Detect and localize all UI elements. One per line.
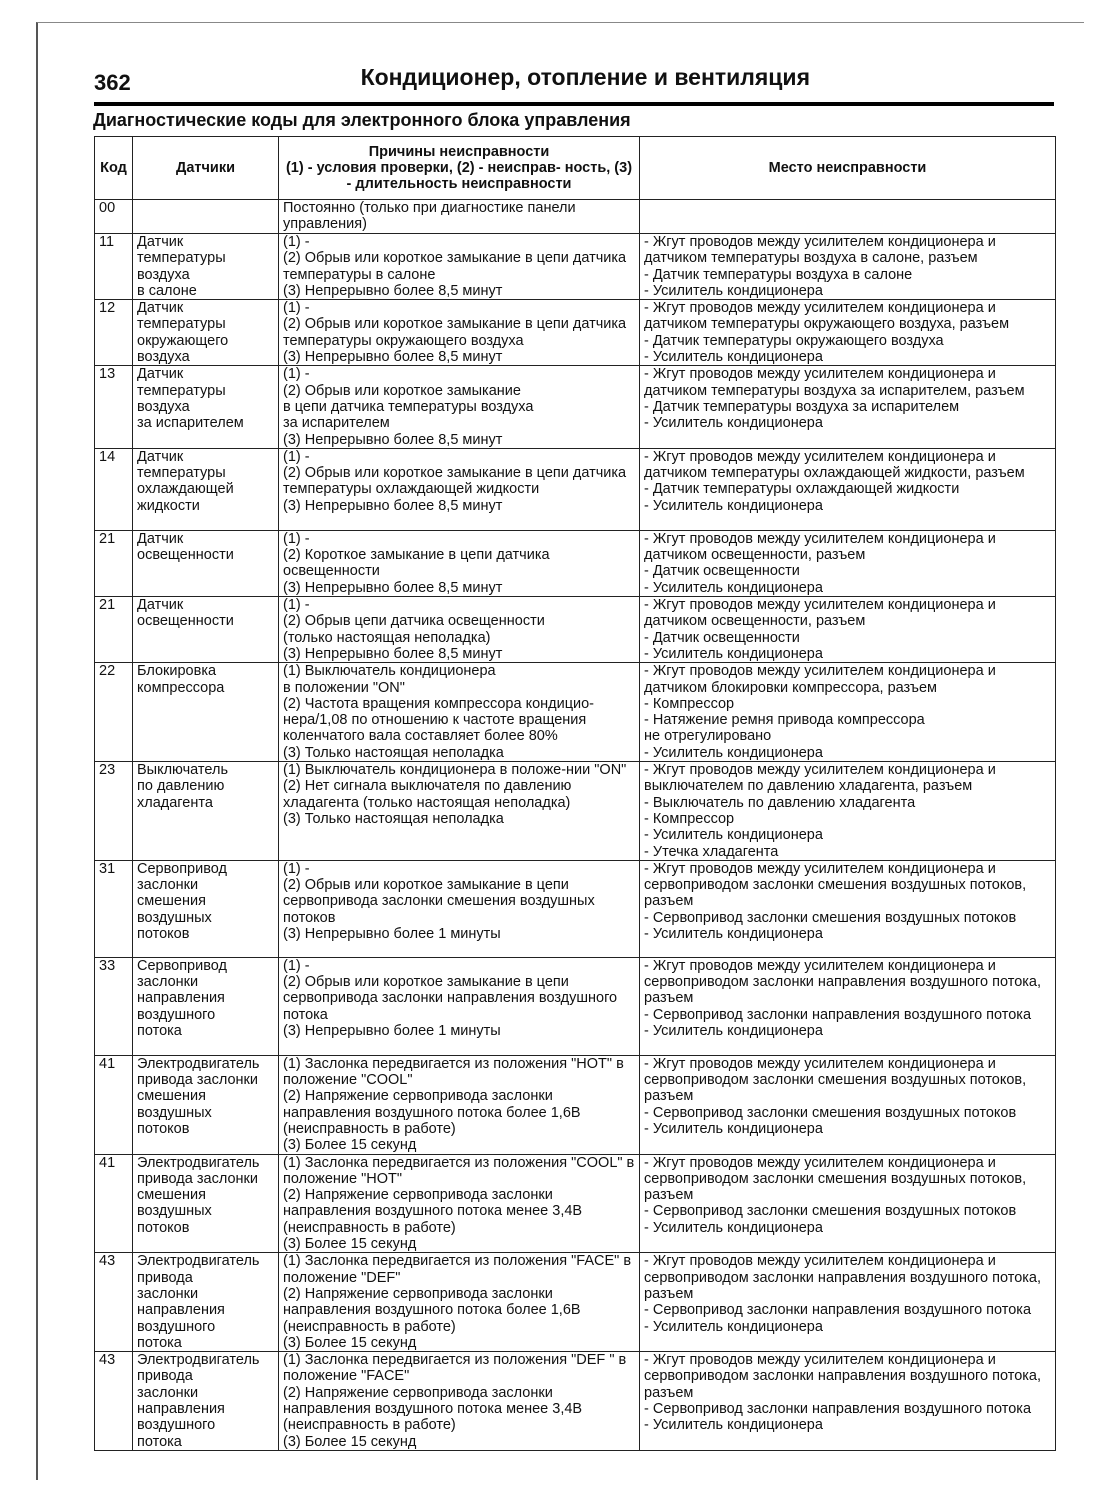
row-sensor: Выключатель по давлению хладагента [133, 762, 279, 861]
row-location: - Жгут проводов между усилителем кондиционера и сервоприводом заслонки смешения воздушных потоков, разъем - Сервопривод заслонки смешения воздушных потоков - Усилитель кондиционера [640, 860, 1056, 957]
table-row [95, 1154, 1056, 1253]
row-location: - Жгут проводов между усилителем кондиционера и сервоприводом заслонки направления воздушного потока, разъем - Сервопривод заслонки направления воздушного потока - Усилитель кондиционера [640, 1253, 1056, 1352]
page-header [94, 62, 1054, 106]
table-row [95, 860, 1056, 957]
header-code: Код [95, 137, 133, 200]
row-sensor: Сервопривод заслонки смешения воздушных потоков [133, 860, 279, 957]
row-code: 00 [95, 200, 133, 234]
table-row [95, 597, 1056, 663]
table-header-row [95, 137, 1056, 200]
row-sensor: Датчик температуры окружающего воздуха [133, 300, 279, 366]
row-cause: (1) - (2) Обрыв или короткое замыкание в цепи датчика температуры окружающего воздуха (3) Непрерывно более 8,5 минут [279, 300, 640, 366]
row-code: 22 [95, 663, 133, 762]
row-cause: (1) Выключатель кондиционера в положении "ON" (2) Частота вращения компрессора кондицио-нера/1,08 по отношению к частоте вращения коленчатого вала составляет более 80% (3) Только настоящая неполадка [279, 663, 640, 762]
row-sensor [133, 200, 279, 234]
row-location: - Жгут проводов между усилителем кондиционера и датчиком температуры окружающего воздуха, разъем - Датчик температуры окружающего воздуха - Усилитель кондиционера [640, 300, 1056, 366]
row-code: 13 [95, 366, 133, 448]
row-location: - Жгут проводов между усилителем кондиционера и датчиком температуры охлаждающей жидкости, разъем - Датчик температуры охлаждающей жидкости - Усилитель кондиционера [640, 448, 1056, 530]
row-sensor: Датчик освещенности [133, 597, 279, 663]
row-location: - Жгут проводов между усилителем кондиционера и датчиком освещенности, разъем - Датчик освещенности - Усилитель кондиционера [640, 530, 1056, 596]
table-row [95, 1352, 1056, 1451]
row-cause: Постоянно (только при диагностике панели управления) [279, 200, 640, 234]
row-location: - Жгут проводов между усилителем кондиционера и сервоприводом заслонки смешения воздушных потоков, разъем - Сервопривод заслонки смешения воздушных потоков - Усилитель кондиционера [640, 1154, 1056, 1253]
row-cause: (1) Заслонка передвигается из положения "COOL" в положение "HOT" (2) Напряжение сервопривода заслонки направления воздушного потока менее 3,4В (неисправность в работе) (3) Более 15 секунд [279, 1154, 640, 1253]
section-title: Диагностические коды для электронного блока управления [93, 110, 631, 130]
row-code: 11 [95, 234, 133, 300]
row-cause: (1) - (2) Обрыв цепи датчика освещенности (только настоящая неполадка) (3) Непрерывно более 8,5 минут [279, 597, 640, 663]
row-sensor: Электродвигатель привода заслонки смешения воздушных потоков [133, 1154, 279, 1253]
row-cause: (1) - (2) Обрыв или короткое замыкание в цепи сервопривода заслонки направления воздушного потока (3) Непрерывно более 1 минуты [279, 957, 640, 1055]
row-code: 31 [95, 860, 133, 957]
row-location: - Жгут проводов между усилителем кондиционера и сервоприводом заслонки направления воздушного потока, разъем - Сервопривод заслонки направления воздушного потока - Усилитель кондиционера [640, 957, 1056, 1055]
row-location: - Жгут проводов между усилителем кондиционера и выключателем по давлению хладагента, разъем - Выключатель по давлению хладагента - Компрессор - Усилитель кондиционера - Утечка хладагента [640, 762, 1056, 861]
table-row [95, 957, 1056, 1055]
table-row [95, 366, 1056, 448]
row-cause: (1) Заслонка передвигается из положения "DEF " в положение "FACE" (2) Напряжение сервопривода заслонки направления воздушного потока менее 3,4В (неисправность в работе) (3) Более 15 секунд [279, 1352, 640, 1451]
table-body [95, 200, 1056, 1451]
row-cause: (1) - (2) Обрыв или короткое замыкание в цепи датчика температуры в салоне (3) Непрерывно более 8,5 минут [279, 234, 640, 300]
row-code: 21 [95, 597, 133, 663]
table-row [95, 663, 1056, 762]
header-causes-title: Причины неисправности [368, 143, 550, 160]
row-location: - Жгут проводов между усилителем кондиционера и датчиком освещенности, разъем - Датчик освещенности - Усилитель кондиционера [640, 597, 1056, 663]
table-row [95, 234, 1056, 300]
row-cause: (1) - (2) Обрыв или короткое замыкание в цепи датчика температуры воздуха за испарителем (3) Непрерывно более 8,5 минут [279, 366, 640, 448]
diagnostic-codes-table [94, 136, 1056, 1451]
header-causes-subtitle: (1) - условия проверки, (2) - неисправ- ность, (3) - длительность неисправности [285, 159, 633, 193]
page-number: 362 [94, 70, 131, 95]
row-location: - Жгут проводов между усилителем кондиционера и датчиком температуры воздуха за испарителем, разъем - Датчик температуры воздуха за испарителем - Усилитель кондиционера [640, 366, 1056, 448]
header-sensors: Датчики [133, 137, 279, 200]
table-row [95, 1253, 1056, 1352]
header-location: Место неисправности [640, 137, 1056, 200]
row-location: - Жгут проводов между усилителем кондиционера и сервоприводом заслонки направления воздушного потока, разъем - Сервопривод заслонки направления воздушного потока - Усилитель кондиционера [640, 1352, 1056, 1451]
row-code: 12 [95, 300, 133, 366]
row-code: 23 [95, 762, 133, 861]
row-sensor: Электродвигатель привода заслонки направления воздушного потока [133, 1352, 279, 1451]
row-sensor: Датчик температуры воздуха за испарителем [133, 366, 279, 448]
row-sensor: Датчик температуры воздуха в салоне [133, 234, 279, 300]
row-code: 14 [95, 448, 133, 530]
row-sensor: Датчик температуры охлаждающей жидкости [133, 448, 279, 530]
row-cause: (1) Заслонка передвигается из положения "FACE" в положение "DEF" (2) Напряжение сервопривода заслонки направления воздушного потока более 1,6В (неисправность в работе) (3) Более 15 секунд [279, 1253, 640, 1352]
row-code: 43 [95, 1253, 133, 1352]
row-code: 43 [95, 1352, 133, 1451]
table-row [95, 200, 1056, 234]
page-title: Кондиционер, отопление и вентиляция [360, 64, 810, 90]
table-row [95, 1055, 1056, 1154]
row-location: - Жгут проводов между усилителем кондиционера и датчиком температуры воздуха в салоне, разъем - Датчик температуры воздуха в салоне - Усилитель кондиционера [640, 234, 1056, 300]
row-sensor: Датчик освещенности [133, 530, 279, 596]
row-cause: (1) Заслонка передвигается из положения "HOT" в положение "COOL" (2) Напряжение сервопривода заслонки направления воздушного потока более 1,6В (неисправность в работе) (3) Более 15 секунд [279, 1055, 640, 1154]
table-row [95, 300, 1056, 366]
row-cause: (1) - (2) Короткое замыкание в цепи датчика освещенности (3) Непрерывно более 8,5 минут [279, 530, 640, 596]
row-code: 33 [95, 957, 133, 1055]
row-cause: (1) - (2) Обрыв или короткое замыкание в цепи сервопривода заслонки смешения воздушных потоков (3) Непрерывно более 1 минуты [279, 860, 640, 957]
row-cause: (1) Выключатель кондиционера в положе-нии "ON" (2) Нет сигнала выключателя по давлению хладагента (только настоящая неполадка) (3) Только настоящая неполадка [279, 762, 640, 861]
row-sensor: Электродвигатель привода заслонки смешения воздушных потоков [133, 1055, 279, 1154]
row-code: 41 [95, 1055, 133, 1154]
table-row [95, 530, 1056, 596]
row-sensor: Электродвигатель привода заслонки направления воздушного потока [133, 1253, 279, 1352]
row-location [640, 200, 1056, 234]
row-location: - Жгут проводов между усилителем кондиционера и датчиком блокировки компрессора, разъем - Компрессор - Натяжение ремня привода компрессора не отрегулировано - Усилитель кондиционера [640, 663, 1056, 762]
row-code: 21 [95, 530, 133, 596]
table-row [95, 762, 1056, 861]
row-code: 41 [95, 1154, 133, 1253]
header-causes [279, 137, 640, 200]
row-sensor: Блокировка компрессора [133, 663, 279, 762]
row-cause: (1) - (2) Обрыв или короткое замыкание в цепи датчика температуры охлаждающей жидкости (3) Непрерывно более 8,5 минут [279, 448, 640, 530]
table-row [95, 448, 1056, 530]
row-sensor: Сервопривод заслонки направления воздушного потока [133, 957, 279, 1055]
row-location: - Жгут проводов между усилителем кондиционера и сервоприводом заслонки смешения воздушных потоков, разъем - Сервопривод заслонки смешения воздушных потоков - Усилитель кондиционера [640, 1055, 1056, 1154]
